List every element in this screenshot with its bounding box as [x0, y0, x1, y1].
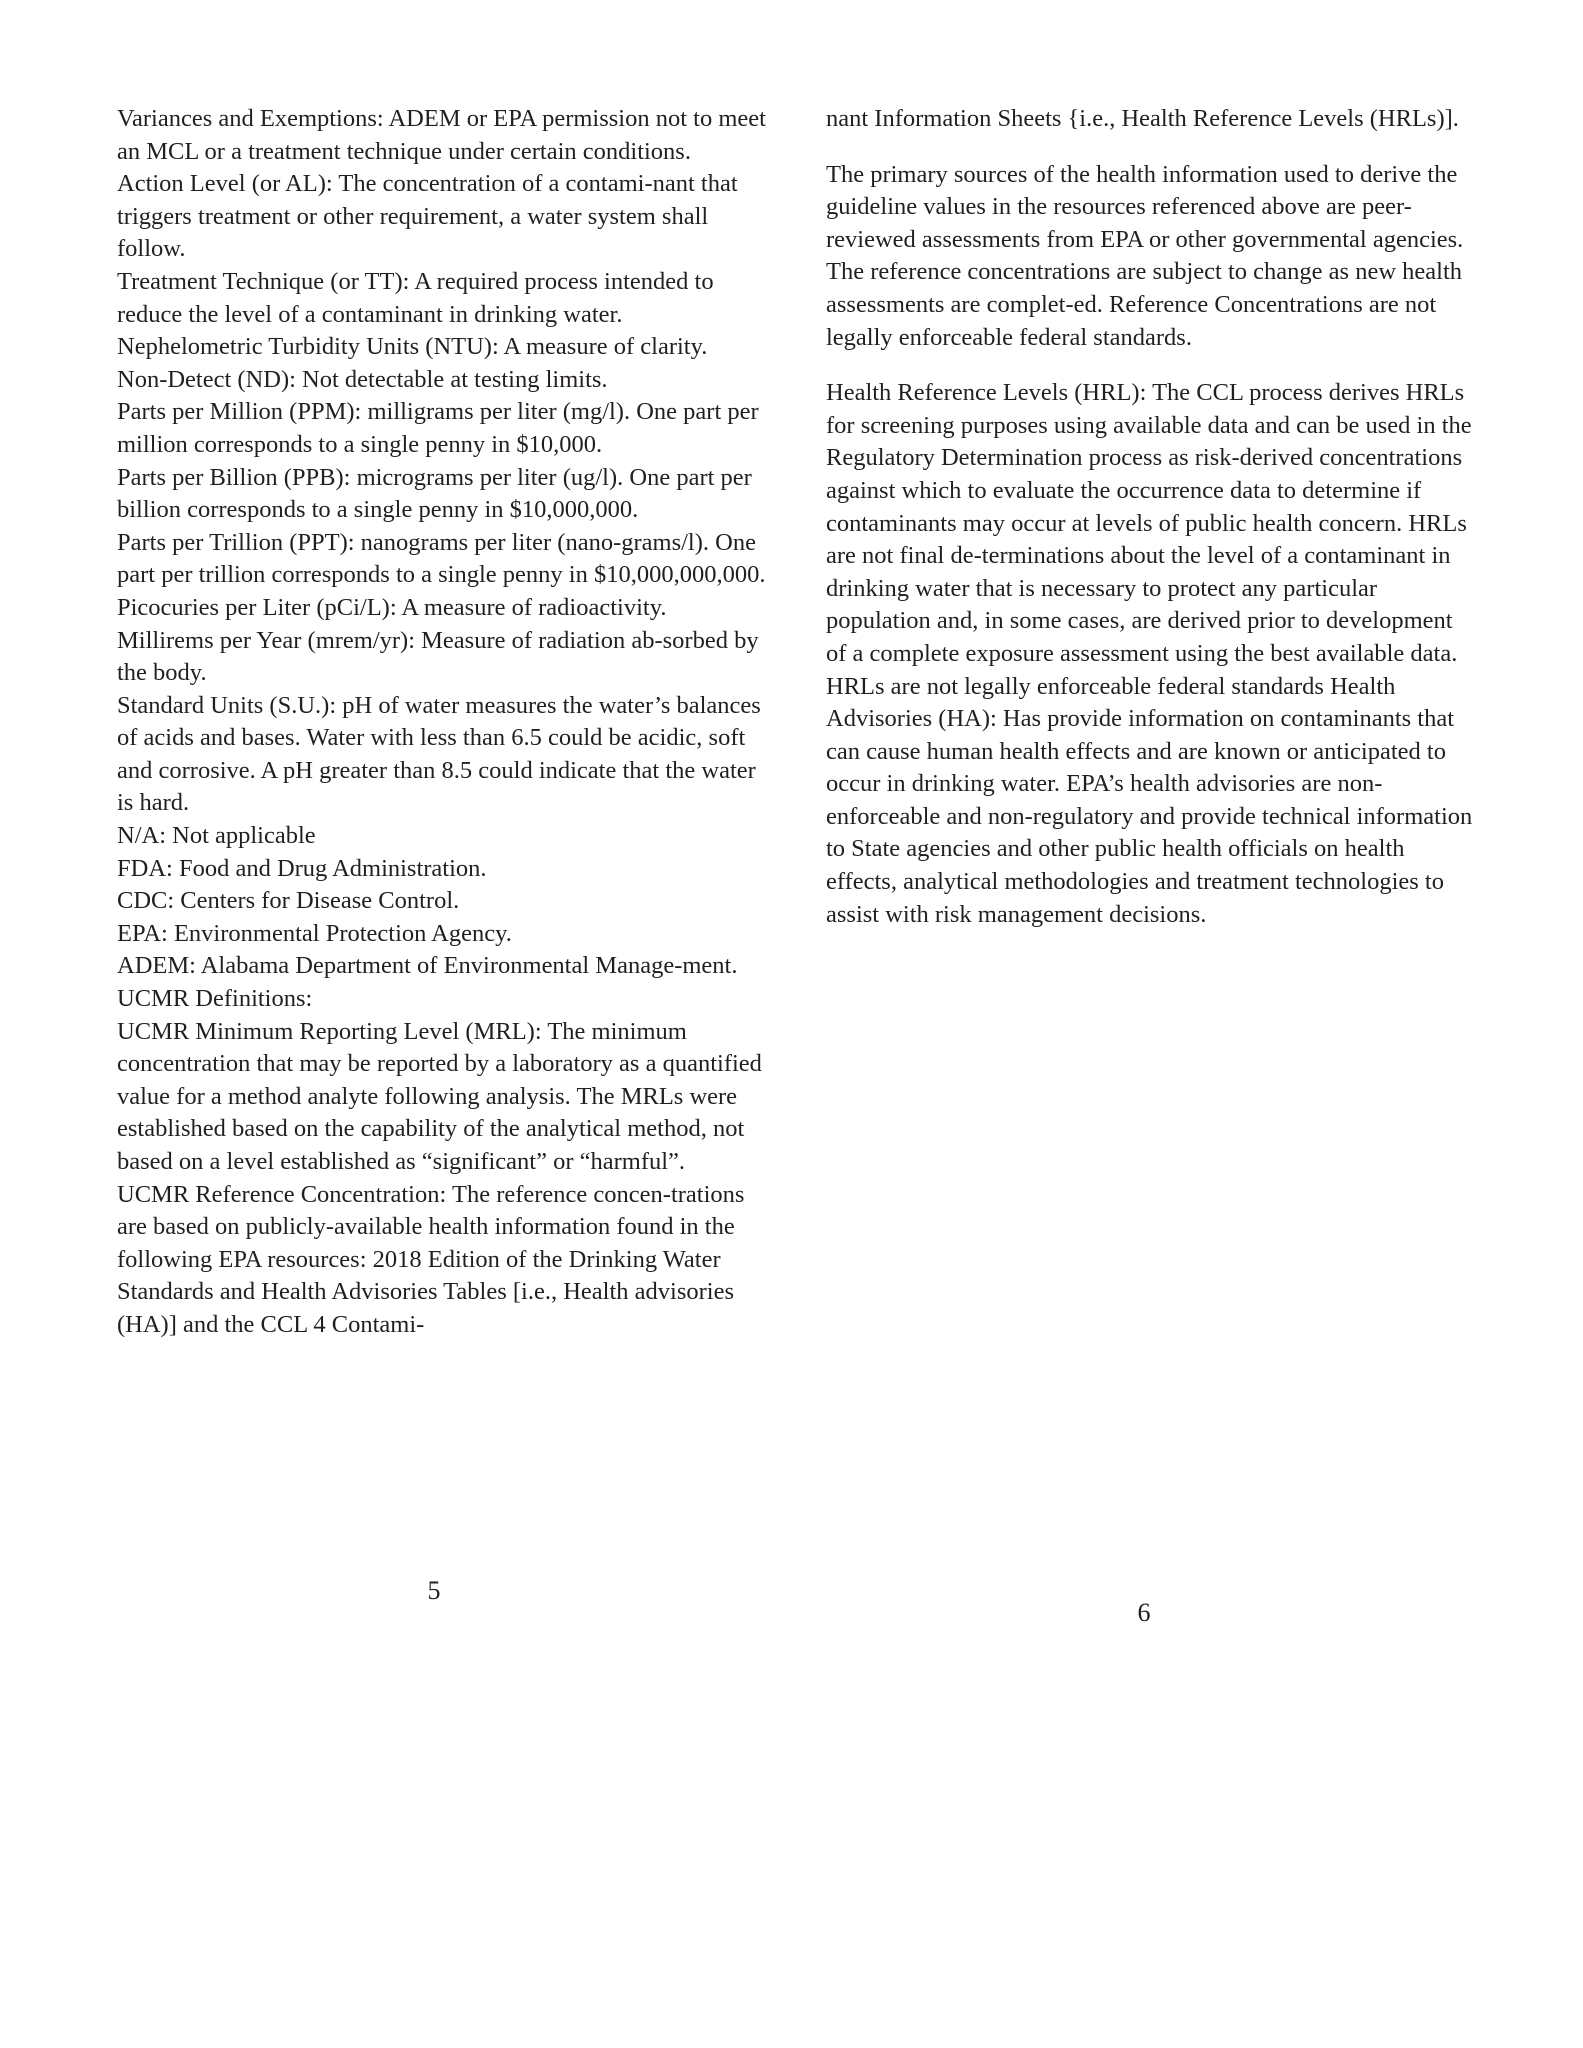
definition-ppb: Parts per Billion (PPB): micrograms per liter (ug/l). One part per billion corresponds to a single penny in $10,000,000. [117, 463, 752, 524]
ucmr-definitions-heading: UCMR Definitions: [117, 985, 313, 1013]
definition-ppm: Parts per Million (PPM): milligrams per liter (mg/l). One part per million corresponds to a single penny in $10,000. [117, 398, 759, 458]
definition-fda: FDA: Food and Drug Administration. [117, 854, 487, 882]
definition-ntu: Nephelometric Turbidity Units (NTU): A measure of clarity. [117, 333, 708, 361]
definition-non-detect: Non-Detect (ND): Not detectable at testing limits. [117, 365, 608, 393]
page-number-right: 6 [1137, 1598, 1151, 1627]
definition-epa: EPA: Environmental Protection Agency. [117, 919, 512, 947]
definition-na: N/A: Not applicable [117, 822, 316, 850]
definition-ucmr-reference-concentration: UCMR Reference Concentration: The reference concen-trations are based on publicly-available health information found in the following EPA resources: 2018 Edition of the Drinking Water Standards and Health Advisories Tables [i.e., Health advisories (HA)] and the CCL 4 Contami- [117, 1180, 745, 1338]
page-number-left: 5 [427, 1576, 441, 1605]
definition-ucmr-mrl: UCMR Minimum Reporting Level (MRL): The minimum concentration that may be reported by a laboratory as a quantified value for a method analyte following analysis. The MRLs were established based on the capability of the analytical method, not based on a level established as “significant” or “harmful”. [117, 1017, 762, 1175]
definition-standard-units: Standard Units (S.U.): pH of water measures the water’s balances of acids and bases. Water with less than 6.5 could be acidic, soft and corrosive. A pH greater than 8.5 could indicate that the water is hard. [117, 691, 761, 817]
definition-picocuries: Picocuries per Liter (pCi/L): A measure of radioactivity. [117, 593, 667, 621]
definition-millirems: Millirems per Year (mrem/yr): Measure of radiation ab-sorbed by the body. [117, 626, 759, 687]
definition-treatment-technique: Treatment Technique (or TT): A required process intended to reduce the level of a contaminant in drinking water. [117, 267, 714, 328]
definition-adem: ADEM: Alabama Department of Environmental Manage-ment. [117, 952, 738, 980]
definition-cdc: CDC: Centers for Disease Control. [117, 887, 460, 915]
left-column [117, 103, 777, 1342]
paragraph-health-reference-levels: Health Reference Levels (HRL): The CCL process derives HRLs for screening purposes using available data and can be used in the Regulatory Determination process as risk-derived concentrations against which to evaluate the occurrence data to determine if contaminants may occur at levels of public health concern. HRLs are not final de-terminations about the level of a contaminant in drinking water that is necessary to protect any particular population and, in some cases, are derived prior to development of a complete exposure assessment using the best available data. HRLs are not legally enforceable federal standards Health Advisories (HA): Has provide information on contaminants that can cause human health effects and are known or anticipated to occur in drinking water. EPA’s health advisories are non-enforceable and non-regulatory and provide technical information to State agencies and other public health officials on health effects, analytical methodologies and treatment technologies to assist with risk management decisions. [826, 379, 1473, 928]
right-column [826, 103, 1476, 931]
paragraph-continuation: nant Information Sheets {i.e., Health Reference Levels (HRLs)]. [826, 105, 1459, 132]
paragraph-health-information-sources: The primary sources of the health information used to derive the guideline values in the resources referenced above are peer-reviewed assessments from EPA or other governmental agencies. The reference concentrations are subject to change as new health assessments are complet-ed. Reference Concentrations are not legally enforceable federal standards. [826, 160, 1464, 351]
definition-ppt: Parts per Trillion (PPT): nanograms per liter (nano-grams/l). One part per trillion corresponds to a single penny in $10,000,000,000. [117, 528, 766, 589]
definition-variances-exemptions: Variances and Exemptions: ADEM or EPA permission not to meet an MCL or a treatment technique under certain conditions. [117, 105, 766, 165]
definition-action-level: Action Level (or AL): The concentration of a contami-nant that triggers treatment or other requirement, a water system shall follow. [117, 170, 738, 263]
